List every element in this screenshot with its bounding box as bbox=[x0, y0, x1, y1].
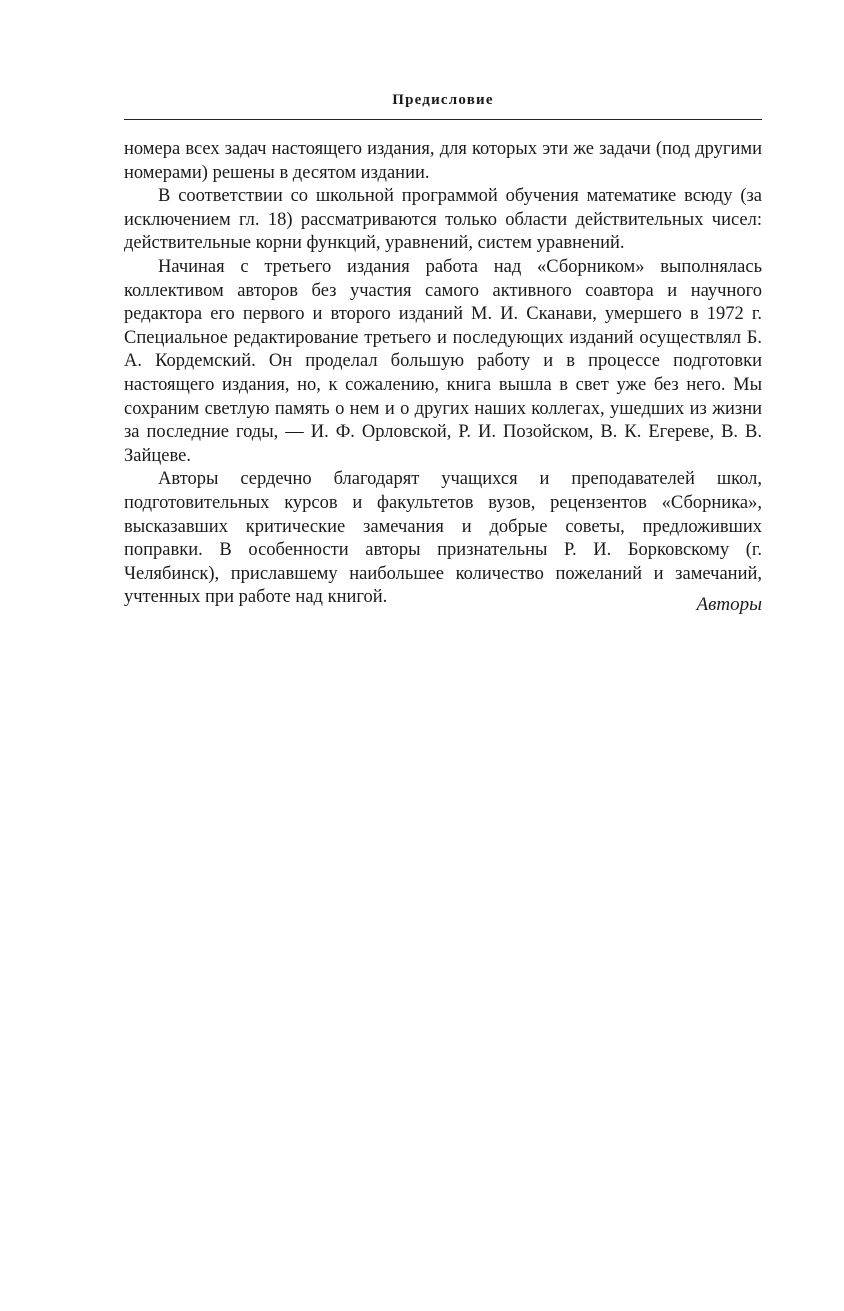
authors-signature: Авторы bbox=[696, 594, 762, 615]
running-header-title: Предисловие bbox=[392, 92, 494, 108]
header-divider bbox=[124, 119, 762, 120]
paragraph-editors: Начиная с третьего издания работа над «Сборником» выполнялась коллективом авторов без участия самого активного соавтора и научного редактора его первого и второго изданий М. И. Сканави, умершего в 1972 г. Специальное редактирование третьего и последующих изданий осуществлял Б. А. Кордемский. Он проделал большую работу и в процессе подготовки настоящего издания, но, к сожалению, книга вышла в свет уже без него. Мы сохраним светлую память о нем и о других наших коллегах, ушедших из жизни за последние годы, — И. Ф. Орловской, Р. И. Позойском, В. К. Егереве, В. В. Зайцеве. bbox=[124, 256, 762, 466]
paragraph-acknowledgements: Авторы сердечно благодарят учащихся и преподавателей школ, подготовительных курсов и факультетов вузов, рецензентов «Сборника», высказавших критические замечания и добрые советы, предложивших поправки. В особенности авторы признательны Р. И. Борковскому (г. Челябинск), приславшему наибольшее количество пожеланий и замечаний, учтенных при работе над книгой. bbox=[124, 469, 762, 608]
paragraph-real-numbers: В соответствии со школьной программой обучения математике всюду (за исключением гл. 18) рассматриваются только области действительных чисел: действительные корни функций, уравнений, систем уравнений. bbox=[124, 186, 762, 254]
preface-body bbox=[124, 138, 762, 610]
paragraph-continuation: номера всех задач настоящего издания, для которых эти же задачи (под другими номерами) решены в десятом издании. bbox=[124, 139, 762, 183]
